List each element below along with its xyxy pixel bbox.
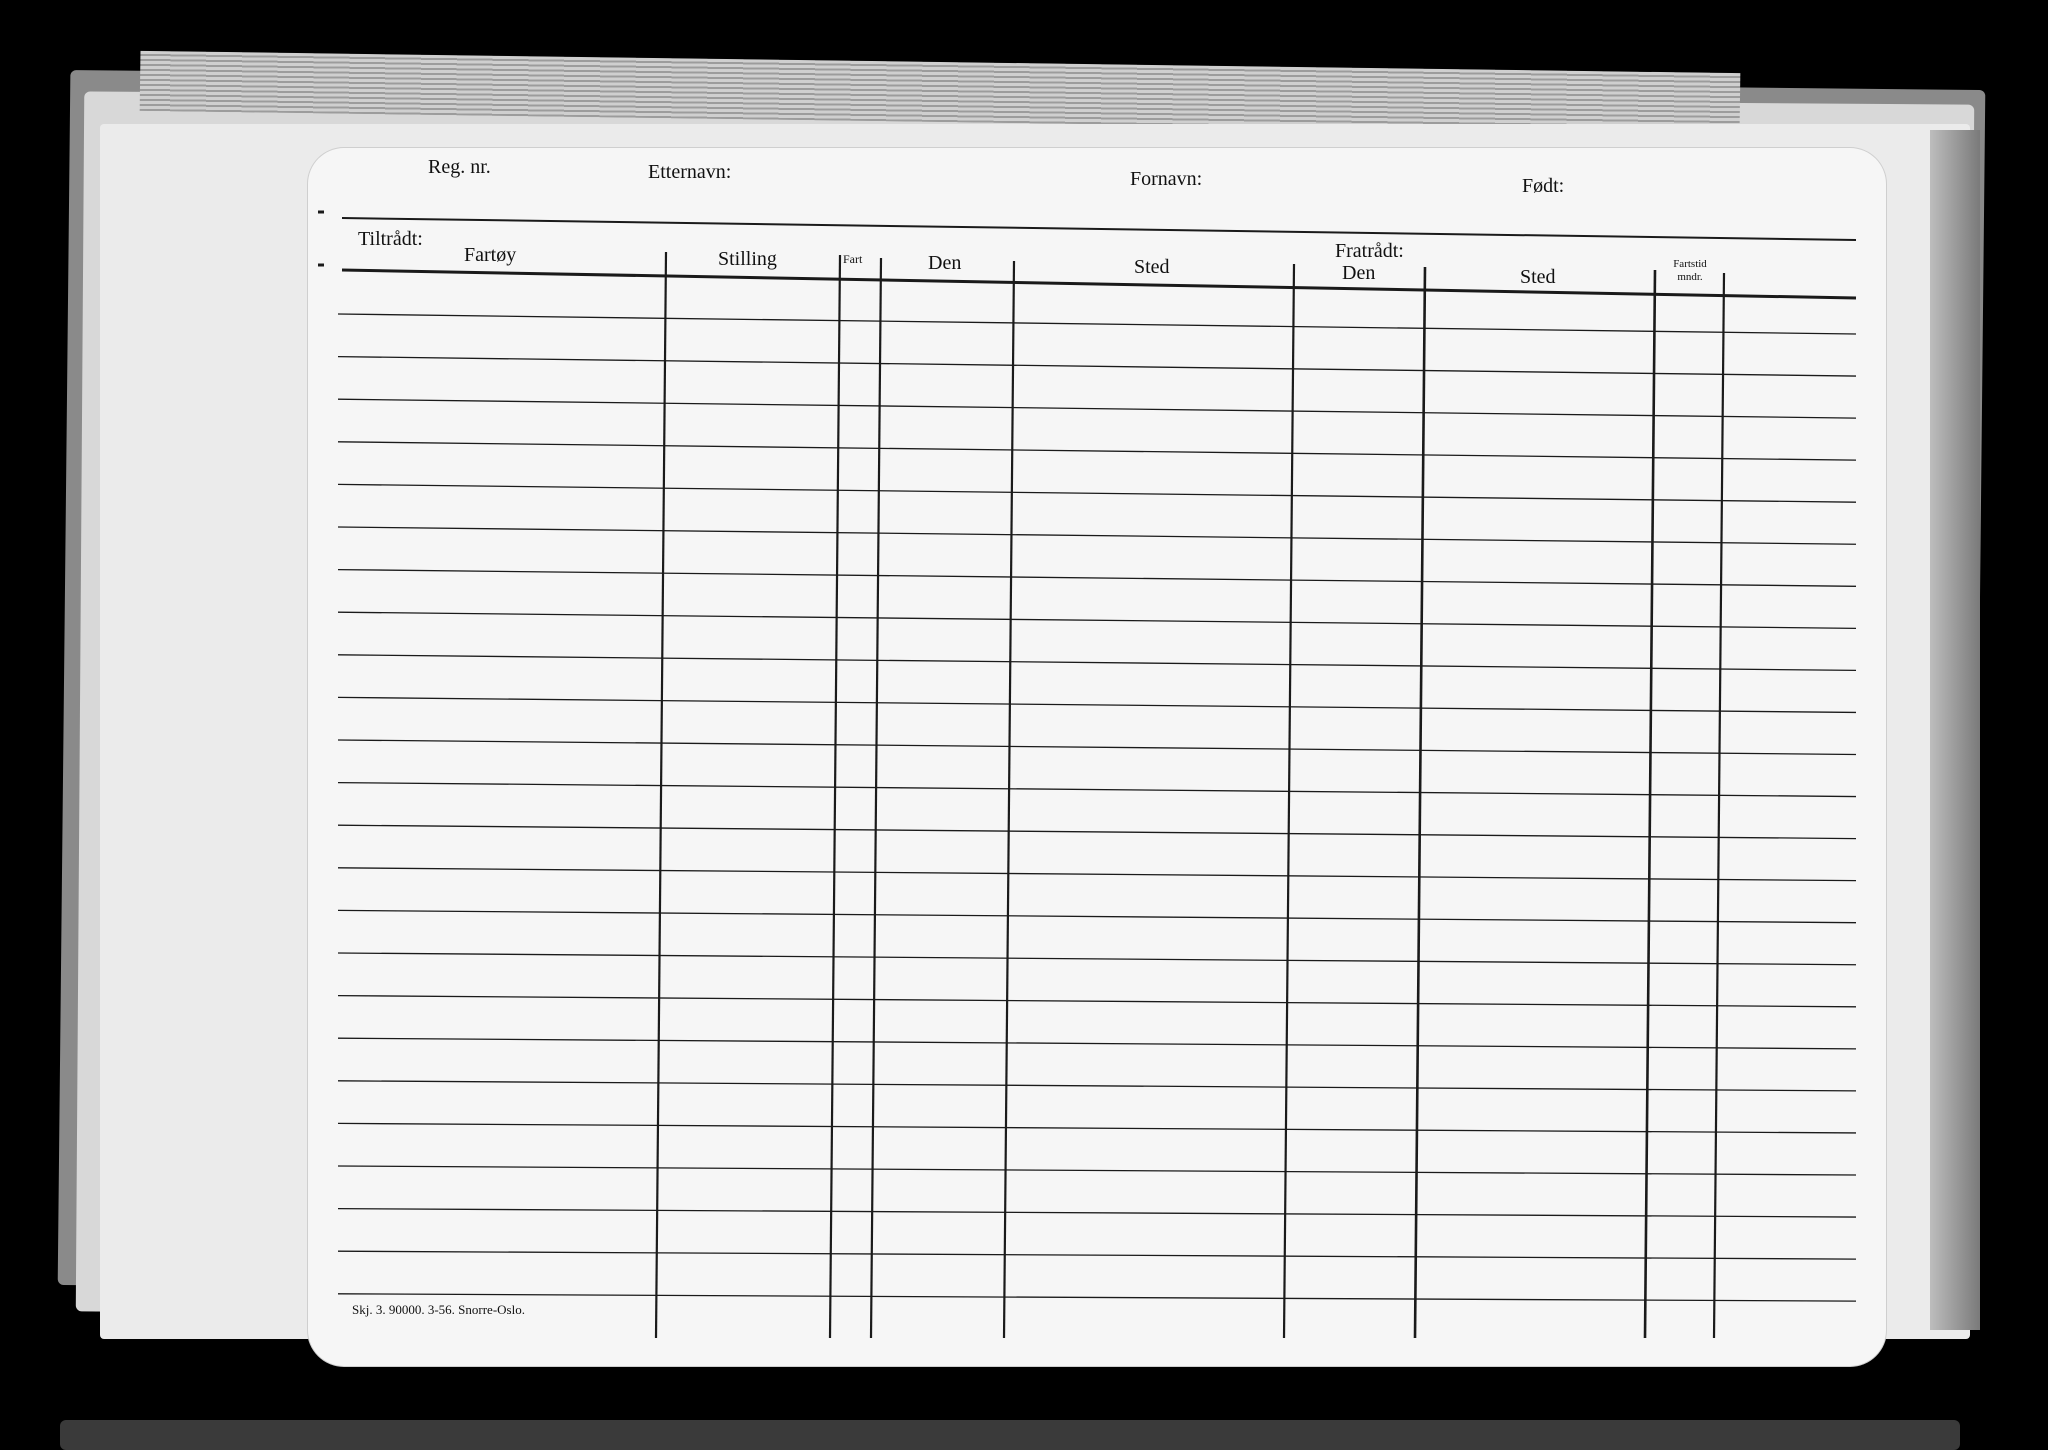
row-line bbox=[338, 1038, 1856, 1049]
column-header-rule bbox=[342, 270, 1856, 298]
record-card bbox=[308, 148, 1886, 1366]
column-separator bbox=[1714, 273, 1724, 1338]
column-separator bbox=[1415, 267, 1425, 1338]
reg-nr-label: Reg. nr. bbox=[428, 156, 491, 178]
row-line bbox=[338, 1166, 1856, 1175]
row-line bbox=[338, 1081, 1856, 1091]
row-line bbox=[338, 442, 1856, 460]
row-line bbox=[338, 740, 1856, 755]
column-separator bbox=[871, 258, 881, 1338]
row-line bbox=[338, 655, 1856, 671]
fratradt-label: Fratrådt: bbox=[1335, 240, 1404, 262]
row-line bbox=[338, 484, 1856, 502]
row-line bbox=[338, 783, 1856, 797]
column-separator bbox=[1645, 270, 1655, 1338]
row-line bbox=[338, 357, 1856, 376]
row-line bbox=[338, 1209, 1856, 1217]
row-line bbox=[338, 1251, 1856, 1259]
fornavn-label: Fornavn: bbox=[1130, 168, 1203, 190]
fodt-label: Født: bbox=[1522, 175, 1565, 197]
stack-right-edge bbox=[1930, 130, 1980, 1330]
column-header-fart: Fart bbox=[843, 252, 863, 266]
column-header-den: Den bbox=[928, 252, 962, 274]
column-separator bbox=[656, 252, 666, 1338]
column-separator bbox=[1004, 261, 1014, 1338]
row-line bbox=[338, 570, 1856, 587]
fartstid-line-2: mndr. bbox=[1677, 271, 1703, 283]
ledger-grid bbox=[308, 148, 1886, 1366]
row-line bbox=[338, 868, 1856, 881]
row-lines bbox=[318, 212, 1856, 1301]
fartstid-line-1: Fartstid bbox=[1673, 258, 1707, 270]
column-header-fartoy: Fartøy bbox=[464, 244, 517, 266]
row-line bbox=[338, 527, 1856, 544]
row-line bbox=[338, 825, 1856, 838]
header-rule bbox=[342, 218, 1856, 240]
etternavn-label: Etternavn: bbox=[648, 161, 732, 183]
row-line bbox=[338, 697, 1856, 712]
column-header-sted: Sted bbox=[1134, 256, 1170, 278]
next-card-edge bbox=[60, 1420, 1960, 1450]
column-separator bbox=[1284, 264, 1294, 1338]
column-separator bbox=[830, 255, 840, 1338]
row-line bbox=[338, 1294, 1856, 1301]
row-line bbox=[338, 612, 1856, 628]
row-line bbox=[338, 953, 1856, 965]
column-header-fratradt-den: Den bbox=[1342, 262, 1376, 284]
tiltradt-label: Tiltrådt: bbox=[358, 228, 423, 250]
row-line bbox=[338, 314, 1856, 334]
row-line bbox=[338, 1123, 1856, 1133]
column-header-fratradt-sted: Sted bbox=[1520, 266, 1556, 288]
print-note: Skj. 3. 90000. 3-56. Snorre-Oslo. bbox=[352, 1302, 525, 1317]
row-line bbox=[338, 996, 1856, 1007]
column-header-stilling: Stilling bbox=[718, 248, 777, 270]
row-line bbox=[338, 399, 1856, 418]
row-line bbox=[338, 910, 1856, 922]
